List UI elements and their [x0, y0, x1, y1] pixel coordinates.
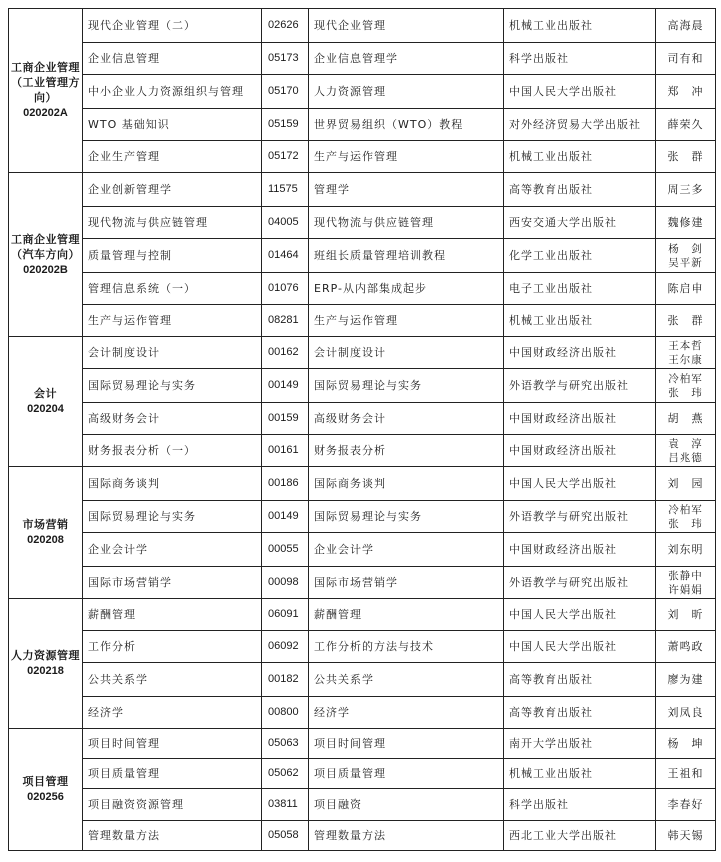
- publisher-cell: 对外经济贸易大学出版社: [504, 109, 656, 141]
- course-code-cell: 00186: [262, 467, 309, 501]
- publisher-cell: 南开大学出版社: [504, 729, 656, 759]
- publisher-cell: 外语教学与研究出版社: [504, 501, 656, 533]
- major-code: 020202B: [23, 263, 68, 276]
- author-cell: [656, 435, 716, 467]
- course-name-cell: 管理数量方法: [83, 821, 262, 851]
- table-row: [9, 759, 716, 789]
- author-name: 刘 园: [667, 477, 704, 490]
- publisher-cell: 外语教学与研究出版社: [504, 369, 656, 403]
- course-code-cell: 01464: [262, 239, 309, 273]
- major-cell: [9, 173, 83, 337]
- author-cell: [656, 109, 716, 141]
- course-name-cell: 经济学: [83, 697, 262, 729]
- author-cell: [656, 305, 716, 337]
- publisher-cell: 电子工业出版社: [504, 273, 656, 305]
- course-code-cell: 06092: [262, 631, 309, 663]
- course-name-cell: 生产与运作管理: [83, 305, 262, 337]
- textbook-title-cell: 企业会计学: [309, 533, 504, 567]
- major-cell: [9, 729, 83, 851]
- publisher-cell: 机械工业出版社: [504, 9, 656, 43]
- author-name: 萧鸣政: [667, 640, 704, 653]
- course-name-cell: 管理信息系统（一）: [83, 273, 262, 305]
- course-name-cell: 项目时间管理: [83, 729, 262, 759]
- author-name: 廖为建: [667, 673, 704, 686]
- major-code: 020208: [27, 534, 64, 546]
- author-name: 高海晨: [667, 19, 704, 32]
- publisher-cell: 科学出版社: [504, 789, 656, 821]
- course-code-cell: 00161: [262, 435, 309, 467]
- course-name-cell: 国际贸易理论与实务: [83, 501, 262, 533]
- table-row: [9, 631, 716, 663]
- course-name-cell: 中小企业人力资源组织与管理: [83, 75, 262, 109]
- publisher-cell: 西安交通大学出版社: [504, 207, 656, 239]
- textbook-title-cell: 班组长质量管理培训教程: [309, 239, 504, 273]
- textbook-sheet: [8, 8, 715, 851]
- textbook-title-cell: 公共关系学: [309, 663, 504, 697]
- author-cell: [656, 759, 716, 789]
- author-name: 杨 剑: [668, 242, 703, 255]
- author-name: 李春好: [667, 798, 704, 811]
- author-cell: [656, 273, 716, 305]
- course-code-cell: 05173: [262, 43, 309, 75]
- author-cell: [656, 141, 716, 173]
- course-name-cell: 项目融资资源管理: [83, 789, 262, 821]
- author-cell: [656, 75, 716, 109]
- table-row: [9, 403, 716, 435]
- textbook-title-cell: 薪酬管理: [309, 599, 504, 631]
- table-row: [9, 337, 716, 369]
- course-code-cell: 01076: [262, 273, 309, 305]
- course-name-cell: 企业会计学: [83, 533, 262, 567]
- major-cell: [9, 467, 83, 599]
- textbook-title-cell: 项目融资: [309, 789, 504, 821]
- publisher-cell: 高等教育出版社: [504, 697, 656, 729]
- course-code-cell: 08281: [262, 305, 309, 337]
- publisher-cell: 中国人民大学出版社: [504, 467, 656, 501]
- publisher-cell: 机械工业出版社: [504, 141, 656, 173]
- author-name: 韩天锡: [667, 829, 704, 842]
- course-code-cell: 05063: [262, 729, 309, 759]
- publisher-cell: 中国人民大学出版社: [504, 75, 656, 109]
- table-row: [9, 369, 716, 403]
- author-cell: [656, 697, 716, 729]
- course-code-cell: 11575: [262, 173, 309, 207]
- table-row: [9, 501, 716, 533]
- author-name: 吴平新: [668, 256, 703, 269]
- course-name-cell: 国际市场营销学: [83, 567, 262, 599]
- major-cell: [9, 9, 83, 173]
- author-cell: [656, 789, 716, 821]
- author-name: 袁 淳: [668, 437, 703, 450]
- major-code: 020204: [27, 403, 64, 415]
- major-code: 020202A: [23, 107, 68, 119]
- author-name: 郑 冲: [667, 85, 704, 98]
- course-name-cell: 工作分析: [83, 631, 262, 663]
- course-code-cell: 05172: [262, 141, 309, 173]
- author-name: 司有和: [667, 52, 704, 65]
- author-name: 吕兆德: [668, 451, 703, 464]
- author-cell: [656, 207, 716, 239]
- course-name-cell: 项目质量管理: [83, 759, 262, 789]
- author-name: 王本哲: [668, 339, 703, 352]
- textbook-title-cell: 国际贸易理论与实务: [309, 369, 504, 403]
- publisher-cell: 中国财政经济出版社: [504, 533, 656, 567]
- table-row: [9, 109, 716, 141]
- textbook-title-cell: 人力资源管理: [309, 75, 504, 109]
- major-name: 市场营销: [22, 518, 69, 531]
- major-name: 工商企业管理（工业管理方向）: [11, 61, 80, 104]
- author-name: 张 群: [667, 150, 704, 163]
- author-name: 刘东明: [667, 543, 704, 556]
- author-cell: [656, 663, 716, 697]
- course-code-cell: 00159: [262, 403, 309, 435]
- course-name-cell: 企业生产管理: [83, 141, 262, 173]
- course-name-cell: 企业信息管理: [83, 43, 262, 75]
- table-row: [9, 697, 716, 729]
- publisher-cell: 化学工业出版社: [504, 239, 656, 273]
- table-row: [9, 599, 716, 631]
- textbook-title-cell: 项目质量管理: [309, 759, 504, 789]
- course-code-cell: 05062: [262, 759, 309, 789]
- textbook-title-cell: 管理学: [309, 173, 504, 207]
- course-code-cell: 06091: [262, 599, 309, 631]
- author-name: 张 群: [667, 314, 704, 327]
- course-code-cell: 05159: [262, 109, 309, 141]
- textbook-title-cell: 经济学: [309, 697, 504, 729]
- course-code-cell: 04005: [262, 207, 309, 239]
- author-cell: [656, 821, 716, 851]
- author-name: 胡 燕: [667, 412, 704, 425]
- textbook-title-cell: 会计制度设计: [309, 337, 504, 369]
- table-row: [9, 305, 716, 337]
- author-cell: [656, 567, 716, 599]
- author-name: 杨 坤: [667, 737, 704, 750]
- major-name: 人力资源管理: [11, 649, 80, 662]
- table-row: [9, 75, 716, 109]
- table-row: [9, 43, 716, 75]
- publisher-cell: 外语教学与研究出版社: [504, 567, 656, 599]
- table-row: [9, 789, 716, 821]
- textbook-title-cell: 世界贸易组织（WTO）教程: [309, 109, 504, 141]
- course-code-cell: 05058: [262, 821, 309, 851]
- table-row: [9, 567, 716, 599]
- table-row: [9, 273, 716, 305]
- course-name-cell: 企业创新管理学: [83, 173, 262, 207]
- author-cell: [656, 173, 716, 207]
- author-name: 陈启申: [667, 282, 704, 295]
- course-code-cell: 00055: [262, 533, 309, 567]
- author-name: 冷柏军: [668, 372, 703, 385]
- course-code-cell: 00182: [262, 663, 309, 697]
- course-code-cell: 00098: [262, 567, 309, 599]
- table-row: [9, 729, 716, 759]
- course-name-cell: 现代企业管理（二）: [83, 9, 262, 43]
- author-cell: [656, 403, 716, 435]
- author-name: 刘 昕: [667, 608, 704, 621]
- major-name: 会计: [34, 387, 57, 400]
- publisher-cell: 中国财政经济出版社: [504, 403, 656, 435]
- major-cell: [9, 599, 83, 729]
- course-code-cell: 03811: [262, 789, 309, 821]
- course-name-cell: 会计制度设计: [83, 337, 262, 369]
- author-name: 张 玮: [668, 386, 703, 399]
- publisher-cell: 高等教育出版社: [504, 173, 656, 207]
- author-cell: [656, 369, 716, 403]
- author-name: 许娟娟: [668, 583, 703, 596]
- table-row: [9, 207, 716, 239]
- textbook-title-cell: 国际贸易理论与实务: [309, 501, 504, 533]
- author-cell: [656, 467, 716, 501]
- publisher-cell: 中国财政经济出版社: [504, 435, 656, 467]
- table-row: [9, 173, 716, 207]
- table-row: [9, 533, 716, 567]
- author-cell: [656, 337, 716, 369]
- author-cell: [656, 631, 716, 663]
- course-code-cell: 02626: [262, 9, 309, 43]
- table-body: [9, 9, 716, 851]
- author-name: 魏修建: [667, 216, 704, 229]
- author-name: 薛荣久: [667, 118, 704, 131]
- publisher-cell: 机械工业出版社: [504, 305, 656, 337]
- table-row: [9, 141, 716, 173]
- author-cell: [656, 501, 716, 533]
- textbook-title-cell: 现代物流与供应链管理: [309, 207, 504, 239]
- author-name: 王祖和: [667, 767, 704, 780]
- table-row: [9, 663, 716, 697]
- publisher-cell: 中国财政经济出版社: [504, 337, 656, 369]
- course-code-cell: 00149: [262, 369, 309, 403]
- course-name-cell: 现代物流与供应链管理: [83, 207, 262, 239]
- textbook-title-cell: 财务报表分析: [309, 435, 504, 467]
- table-row: [9, 239, 716, 273]
- course-name-cell: WTO 基础知识: [83, 109, 262, 141]
- textbook-title-cell: 现代企业管理: [309, 9, 504, 43]
- textbook-title-cell: 国际商务谈判: [309, 467, 504, 501]
- course-code-cell: 00800: [262, 697, 309, 729]
- textbook-title-cell: 项目时间管理: [309, 729, 504, 759]
- course-name-cell: 质量管理与控制: [83, 239, 262, 273]
- textbook-title-cell: 高级财务会计: [309, 403, 504, 435]
- course-textbook-table: [8, 8, 716, 851]
- author-cell: [656, 599, 716, 631]
- textbook-title-cell: 生产与运作管理: [309, 305, 504, 337]
- course-name-cell: 财务报表分析（一）: [83, 435, 262, 467]
- table-row: [9, 821, 716, 851]
- publisher-cell: 西北工业大学出版社: [504, 821, 656, 851]
- course-name-cell: 国际贸易理论与实务: [83, 369, 262, 403]
- table-row: [9, 435, 716, 467]
- textbook-title-cell: 管理数量方法: [309, 821, 504, 851]
- textbook-title-cell: 生产与运作管理: [309, 141, 504, 173]
- textbook-title-cell: 工作分析的方法与技术: [309, 631, 504, 663]
- author-name: 张静中: [668, 569, 703, 582]
- table-row: [9, 9, 716, 43]
- table-row: [9, 467, 716, 501]
- course-name-cell: 薪酬管理: [83, 599, 262, 631]
- course-code-cell: 05170: [262, 75, 309, 109]
- major-name: 工商企业管理（汽车方向）: [11, 232, 80, 261]
- course-name-cell: 国际商务谈判: [83, 467, 262, 501]
- author-cell: [656, 533, 716, 567]
- publisher-cell: 科学出版社: [504, 43, 656, 75]
- publisher-cell: 机械工业出版社: [504, 759, 656, 789]
- author-cell: [656, 43, 716, 75]
- publisher-cell: 高等教育出版社: [504, 663, 656, 697]
- major-name: 项目管理: [22, 775, 69, 788]
- course-name-cell: 高级财务会计: [83, 403, 262, 435]
- author-cell: [656, 729, 716, 759]
- textbook-title-cell: ERP-从内部集成起步: [309, 273, 504, 305]
- major-code: 020256: [27, 791, 64, 803]
- textbook-title-cell: 企业信息管理学: [309, 43, 504, 75]
- author-name: 张 玮: [668, 517, 703, 530]
- author-name: 王尔康: [668, 353, 703, 366]
- author-name: 刘凤良: [667, 706, 704, 719]
- major-code: 020218: [27, 665, 64, 677]
- author-cell: [656, 239, 716, 273]
- course-name-cell: 公共关系学: [83, 663, 262, 697]
- author-name: 冷柏军: [668, 503, 703, 516]
- publisher-cell: 中国人民大学出版社: [504, 631, 656, 663]
- author-cell: [656, 9, 716, 43]
- course-code-cell: 00149: [262, 501, 309, 533]
- publisher-cell: 中国人民大学出版社: [504, 599, 656, 631]
- major-cell: [9, 337, 83, 467]
- textbook-title-cell: 国际市场营销学: [309, 567, 504, 599]
- author-name: 周三多: [667, 183, 704, 196]
- course-code-cell: 00162: [262, 337, 309, 369]
